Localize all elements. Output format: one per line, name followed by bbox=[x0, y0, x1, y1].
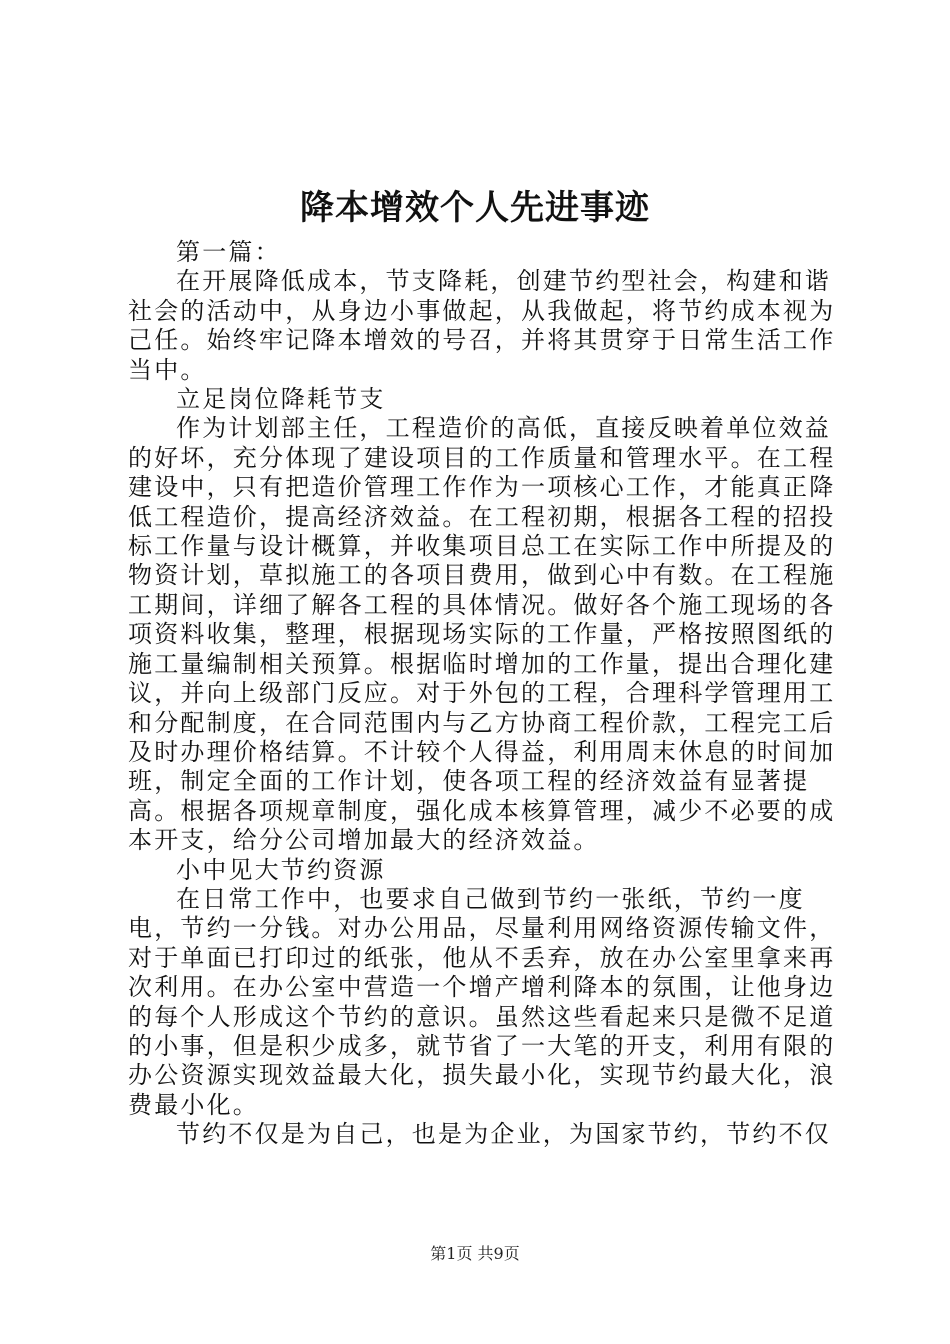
document-body bbox=[128, 238, 854, 1150]
subheading: 立足岗位降耗节支 bbox=[176, 385, 386, 414]
body-paragraph: 在开展降低成本，节支降耗，创建节约型社会，构建和谐社会的活动中，从身边小事做起，从我做起，将节约成本视为己任。始终牢记降本增效的号召，并将其贯穿于日常生活工作当中。 bbox=[128, 267, 836, 384]
subheading: 小中见大节约资源 bbox=[176, 855, 386, 884]
page-footer: 第1页 共9页 bbox=[430, 1244, 520, 1263]
section-label: 第一篇： bbox=[176, 238, 281, 266]
body-paragraph: 节约不仅是为自己，也是为企业，为国家节约，节约不仅 bbox=[176, 1120, 831, 1149]
body-paragraph: 作为计划部主任，工程造价的高低，直接反映着单位效益的好坏，充分体现了建设项目的工作质量和管理水平。在工程建设中，只有把造价管理工作作为一项核心工作，才能真正降低工程造价，提高经济效益。在工程初期，根据各工程的招投标工作量与设计概算，并收集项目总工在实际工作中所提及的物资计划，草拟施工的各项目费用，做到心中有数。在工程施工期间，详细了解各工程的具体情况。做好各个施工现场的各项资料收集，整理，根据现场实际的工作量，严格按照图纸的施工量编制相关预算。根据临时增加的工作量，提出合理化建议，并向上级部门反应。对于外包的工程，合理科学管理用工和分配制度，在合同范围内与乙方协商工程价款，工程完工后及时办理价格结算。不计较个人得益，利用周末休息的时间加班，制定全面的工作计划，使各项工程的经济效益有显著提高。根据各项规章制度，强化成本核算管理，减少不必要的成本开支，给分公司增加最大的经济效益。 bbox=[128, 414, 836, 855]
document-title: 降本增效个人先进事迹 bbox=[300, 188, 650, 228]
body-paragraph: 在日常工作中，也要求自己做到节约一张纸，节约一度电，节约一分钱。对办公用品，尽量利用网络资源传输文件，对于单面已打印过的纸张，他从不丢弃，放在办公室里拿来再次利用。在办公室中营造一个增产增利降本的氛围，让他身边的每个人形成这个节约的意识。虽然这些看起来只是微不足道的小事，但是积少成多，就节省了一大笔的开支，利用有限的办公资源实现效益最大化，损失最小化，实现节约最大化，浪费最小化。 bbox=[128, 884, 836, 1119]
